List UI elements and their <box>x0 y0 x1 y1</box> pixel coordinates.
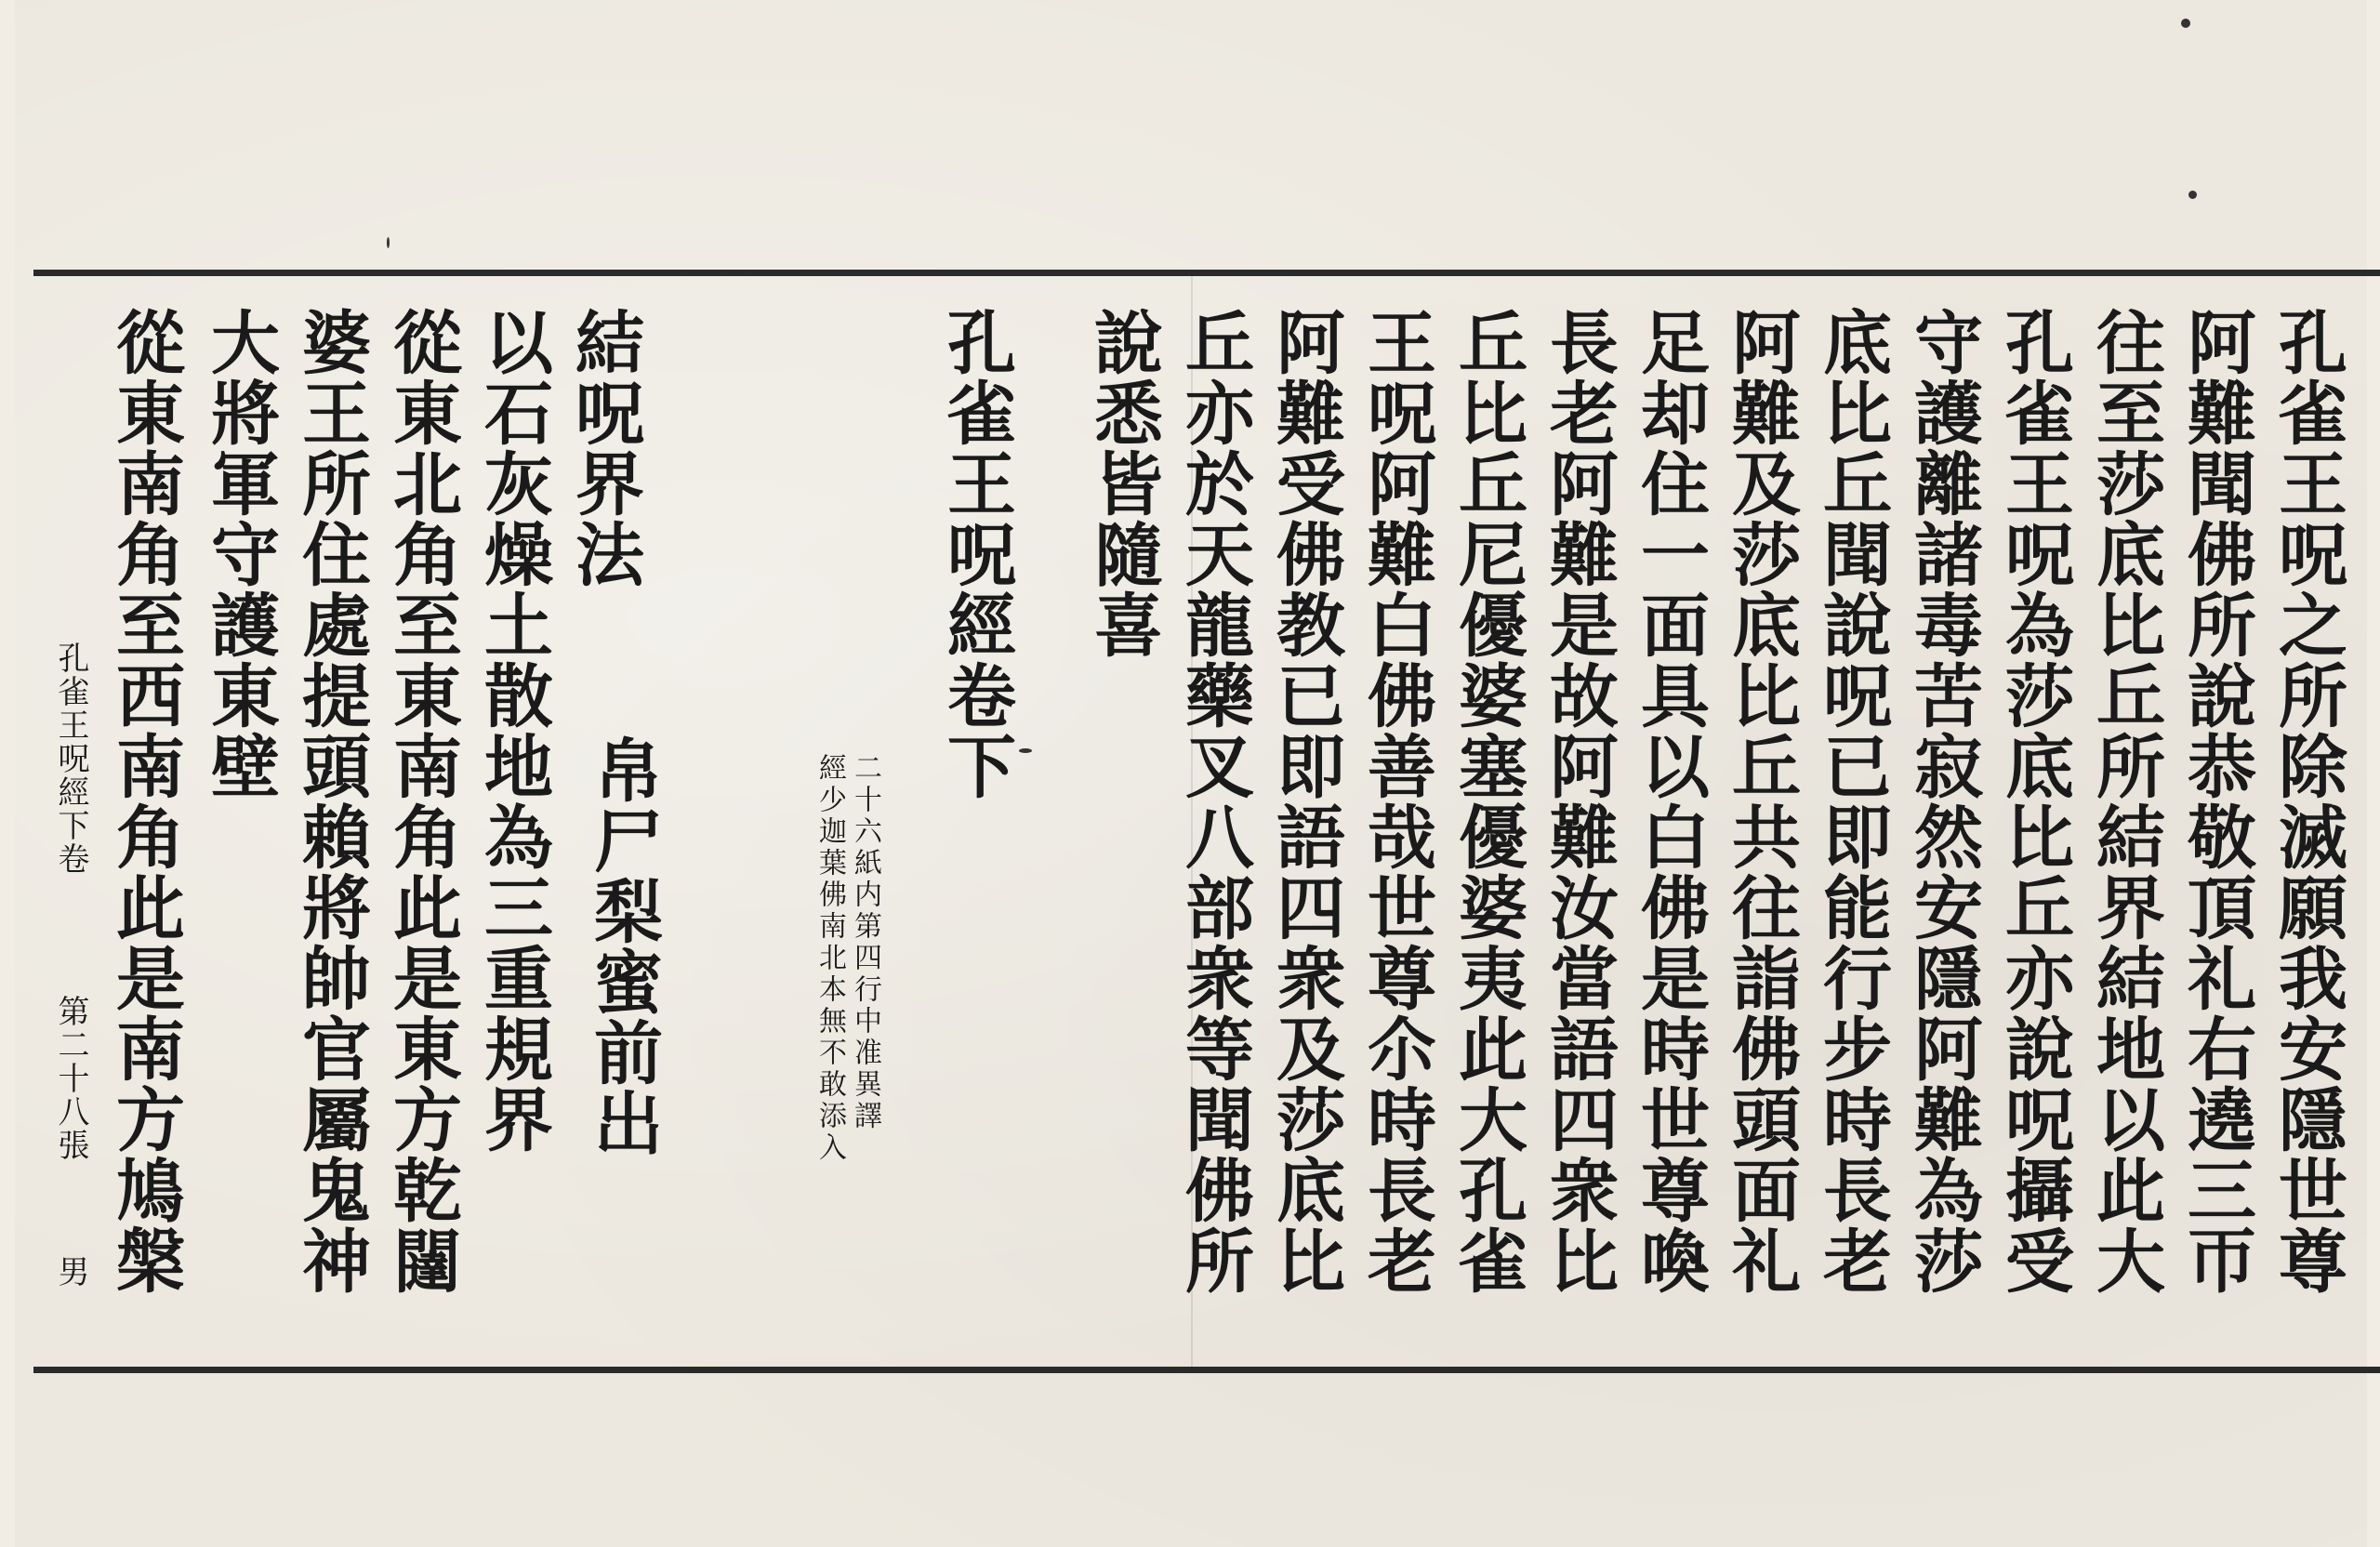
sutra-column: 守護離諸毒苦寂然安隱阿難為莎 <box>1903 307 1983 1296</box>
sheet-number: 第二十八張 <box>52 995 89 1162</box>
margin-title: 孔雀王呪經下卷 <box>52 641 89 876</box>
translator-attribution: 帛尸梨蜜前出 <box>583 734 663 1158</box>
carver-mark: 男 <box>52 1255 89 1289</box>
collation-note-line: 經少迦葉佛南北本無不敢添入 <box>813 753 846 1164</box>
collation-note-line: 二十六紙内第四行中准異譯 <box>849 753 881 1132</box>
ink-speck <box>1019 748 1032 753</box>
sutra-column: 往至莎底比丘所結界結地以此大 <box>2085 307 2165 1296</box>
sutra-column: 足却住一面具以白佛是時世尊喚 <box>1630 307 1710 1296</box>
sutra-column: 孔雀王呪之所除滅願我安隱世尊 <box>2268 307 2347 1296</box>
ritual-column: 以石灰燥土散地為三重規界 <box>473 307 553 1155</box>
ink-speck <box>2188 191 2197 199</box>
paper-sheet <box>15 0 2367 1547</box>
sutra-column: 說悉皆隨喜 <box>1083 307 1163 660</box>
top-border-line <box>33 270 2380 276</box>
ritual-column: 婆王所住處提頭賴將帥官屬鬼神 <box>291 307 371 1296</box>
sutra-column: 底比丘聞說呪已即能行步時長老 <box>1812 307 1892 1296</box>
ritual-column: 從東北角至東南角此是東方乾闥 <box>382 307 462 1296</box>
sutra-column: 丘亦於天龍藥叉八部衆等聞佛所 <box>1174 307 1254 1296</box>
ink-speck <box>387 237 390 248</box>
volume-end-title: 孔雀王呪經卷下 <box>936 307 1016 801</box>
ink-speck <box>2181 19 2190 28</box>
sutra-column: 丘比丘尼優婆塞優婆夷此大孔雀 <box>1448 307 1527 1296</box>
sutra-column: 孔雀王呪為莎底比丘亦說呪攝受 <box>1994 307 2074 1296</box>
sutra-column: 阿難及莎底比丘共往詣佛頭面礼 <box>1721 307 1801 1296</box>
ritual-column: 大將軍守護東壁 <box>200 307 280 801</box>
sutra-column: 王呪阿難白佛善哉世尊尒時長老 <box>1356 307 1436 1296</box>
ritual-column: 從東南角至西南角此是南方鳩槃 <box>105 307 185 1296</box>
ritual-heading: 結呪界法 <box>564 307 644 589</box>
sutra-column: 長老阿難是故阿難汝當語四衆比 <box>1539 307 1619 1296</box>
sutra-column: 阿難聞佛所說恭敬頂礼右遶三帀 <box>2176 307 2256 1296</box>
sutra-column: 阿難受佛教已即語四衆及莎底比 <box>1265 307 1345 1296</box>
bottom-border-line <box>33 1367 2380 1373</box>
